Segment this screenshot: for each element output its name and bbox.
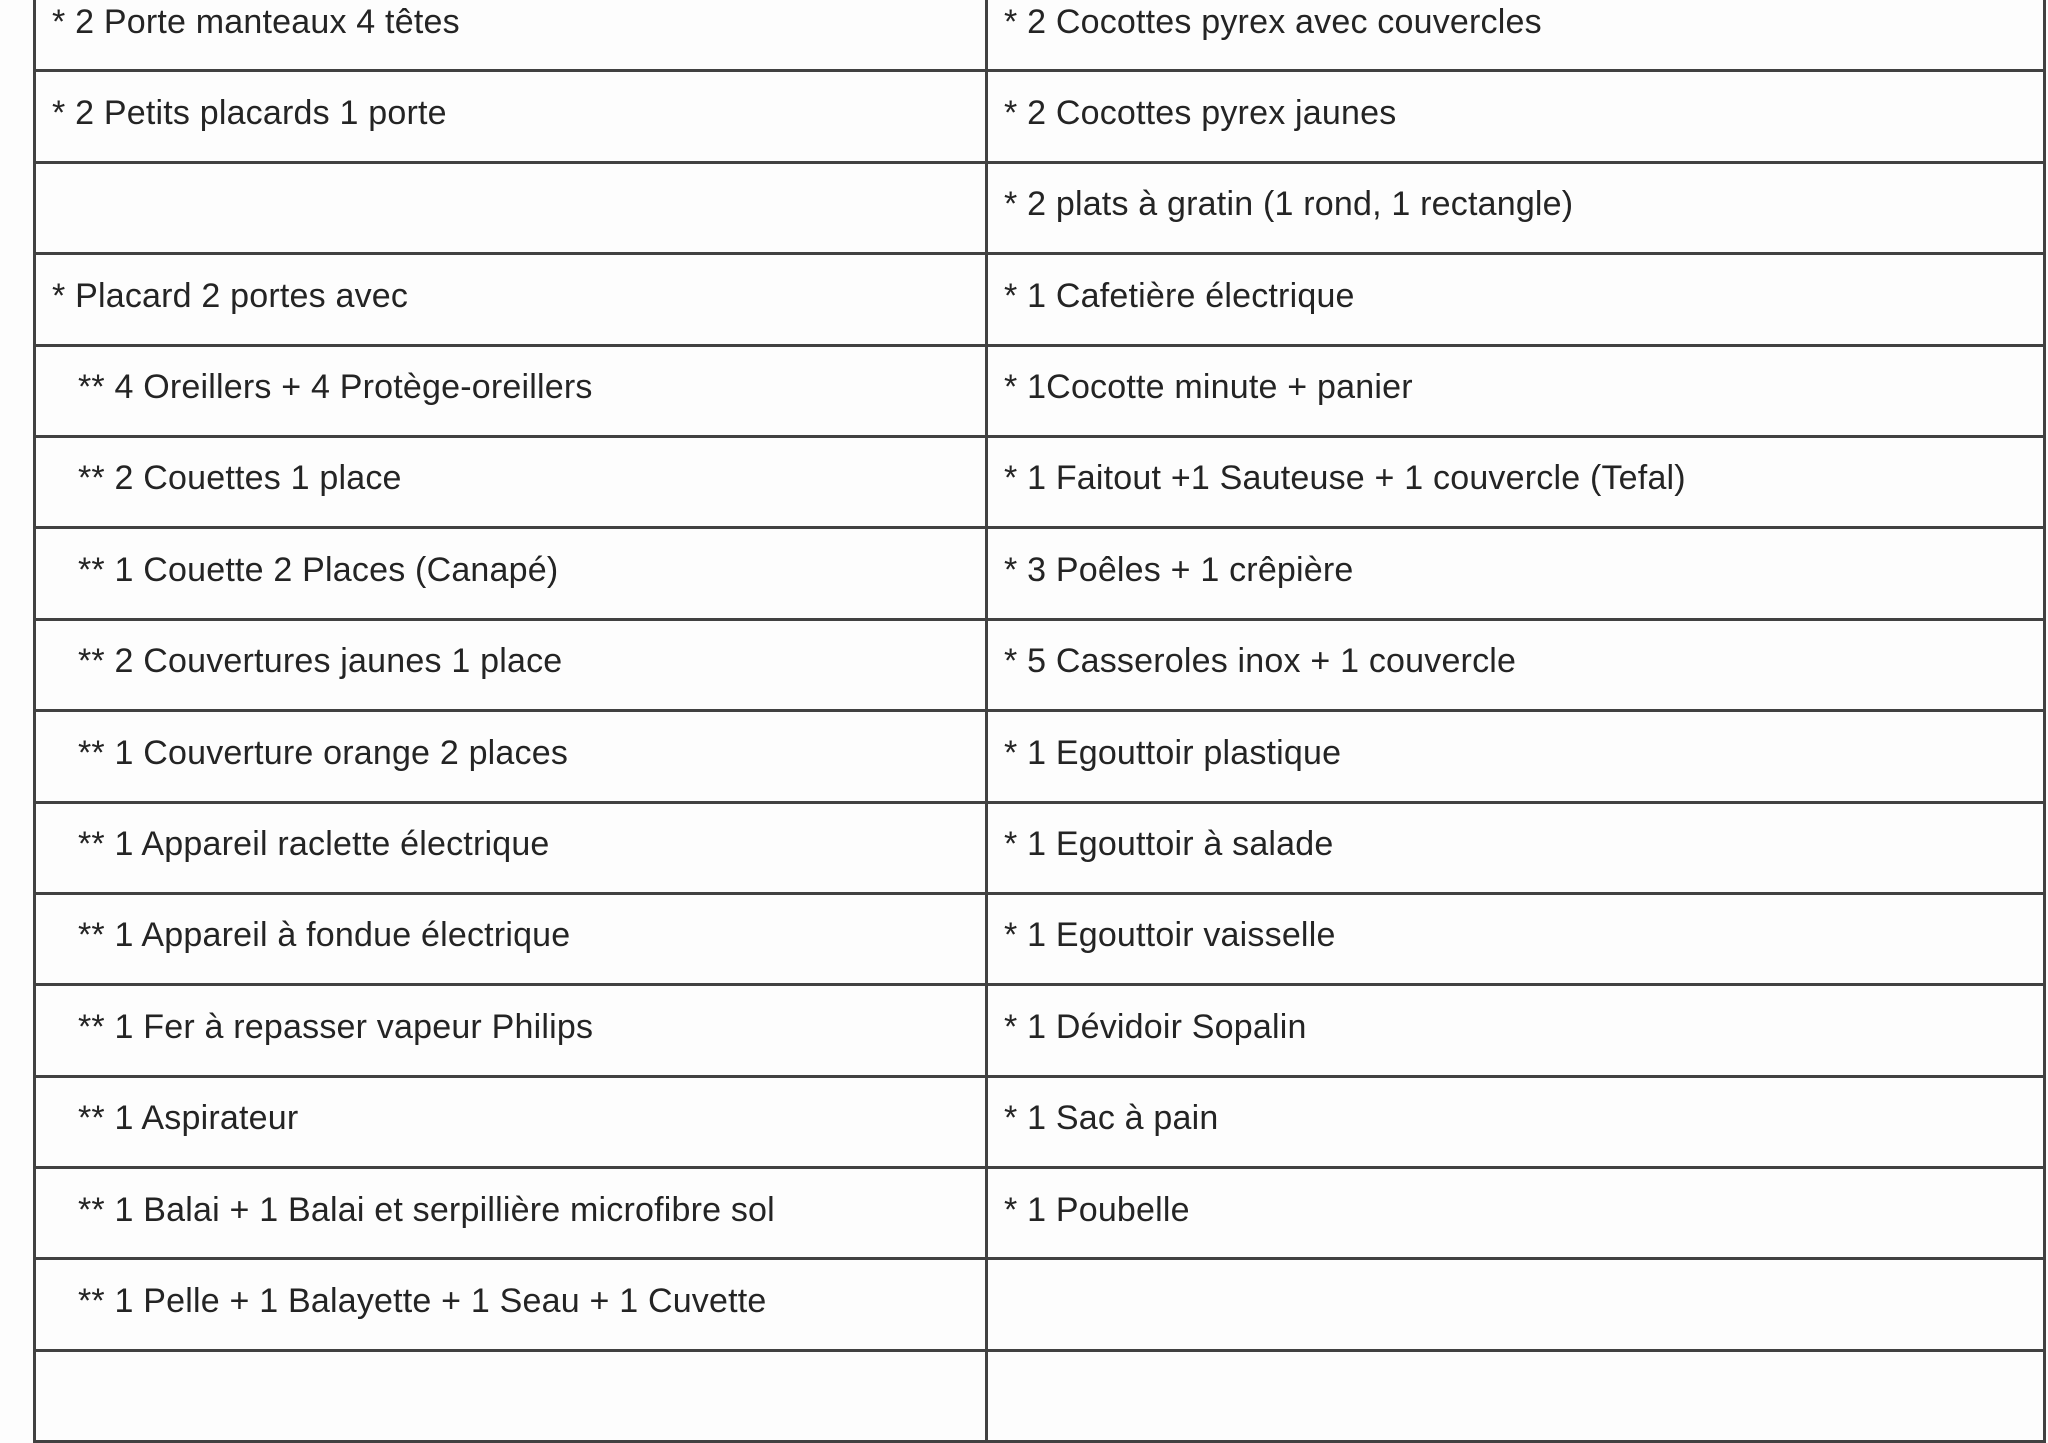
- inventory-cell-left: ** 1 Appareil à fondue électrique: [35, 893, 987, 984]
- inventory-cell-right: * 1 Egouttoir plastique: [987, 711, 2045, 802]
- inventory-cell-right: * 2 Cocottes pyrex jaunes: [987, 71, 2045, 162]
- table-row: [35, 802, 2045, 893]
- inventory-cell-left: ** 1 Appareil raclette électrique: [35, 802, 987, 893]
- table-row: [35, 1259, 2045, 1350]
- inventory-cell-left: * Placard 2 portes avec: [35, 254, 987, 345]
- table-row: [35, 162, 2045, 253]
- inventory-cell-right: * 3 Poêles + 1 crêpière: [987, 528, 2045, 619]
- inventory-cell-right: * 1 Cafetière électrique: [987, 254, 2045, 345]
- inventory-cell-right: * 1 Poubelle: [987, 1168, 2045, 1259]
- inventory-cell-right: * 1 Egouttoir vaisselle: [987, 893, 2045, 984]
- table-row: [35, 0, 2045, 71]
- inventory-table: [33, 0, 2046, 1443]
- inventory-cell-right: [987, 1259, 2045, 1350]
- inventory-cell-right: * 1 Faitout +1 Sauteuse + 1 couvercle (Tefal): [987, 436, 2045, 527]
- inventory-cell-left: ** 1 Fer à repasser vapeur Philips: [35, 985, 987, 1076]
- table-row: [35, 345, 2045, 436]
- inventory-cell-left: ** 1 Pelle + 1 Balayette + 1 Seau + 1 Cuvette: [35, 1259, 987, 1350]
- inventory-document: [33, 0, 2046, 1443]
- inventory-cell-right: * 2 Cocottes pyrex avec couvercles: [987, 0, 2045, 71]
- table-row: [35, 1168, 2045, 1259]
- inventory-cell-right: * 2 plats à gratin (1 rond, 1 rectangle): [987, 162, 2045, 253]
- inventory-cell-left: [35, 162, 987, 253]
- inventory-cell-right: * 5 Casseroles inox + 1 couvercle: [987, 619, 2045, 710]
- inventory-cell-left: ** 1 Aspirateur: [35, 1076, 987, 1167]
- inventory-cell-left: [35, 1350, 987, 1441]
- inventory-cell-left: * 2 Petits placards 1 porte: [35, 71, 987, 162]
- table-row: [35, 71, 2045, 162]
- inventory-cell-left: ** 4 Oreillers + 4 Protège-oreillers: [35, 345, 987, 436]
- table-row: [35, 985, 2045, 1076]
- table-row: [35, 893, 2045, 984]
- table-row: [35, 254, 2045, 345]
- inventory-cell-left: ** 1 Balai + 1 Balai et serpillière microfibre sol: [35, 1168, 987, 1259]
- table-row: [35, 711, 2045, 802]
- table-row: [35, 528, 2045, 619]
- inventory-cell-left: ** 1 Couette 2 Places (Canapé): [35, 528, 987, 619]
- inventory-cell-right: * 1 Dévidoir Sopalin: [987, 985, 2045, 1076]
- table-row: [35, 619, 2045, 710]
- inventory-cell-right: * 1Cocotte minute + panier: [987, 345, 2045, 436]
- inventory-cell-right: [987, 1350, 2045, 1441]
- table-row: [35, 1076, 2045, 1167]
- table-row: [35, 436, 2045, 527]
- inventory-cell-right: * 1 Egouttoir à salade: [987, 802, 2045, 893]
- inventory-cell-right: * 1 Sac à pain: [987, 1076, 2045, 1167]
- inventory-cell-left: ** 1 Couverture orange 2 places: [35, 711, 987, 802]
- inventory-cell-left: ** 2 Couvertures jaunes 1 place: [35, 619, 987, 710]
- inventory-cell-left: ** 2 Couettes 1 place: [35, 436, 987, 527]
- inventory-cell-left: * 2 Porte manteaux 4 têtes: [35, 0, 987, 71]
- table-row: [35, 1350, 2045, 1441]
